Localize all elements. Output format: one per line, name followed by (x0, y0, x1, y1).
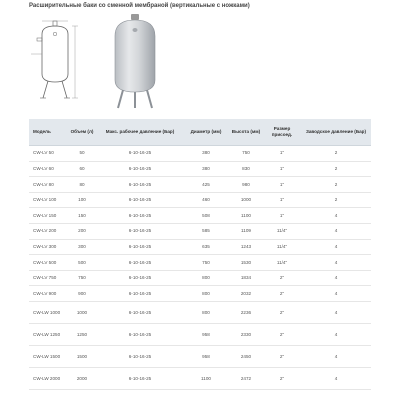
table-cell: CW-LW 1000 (29, 301, 67, 323)
tanks-table (29, 119, 371, 390)
table-cell: 2" (263, 345, 301, 367)
table-cell: 1000 (67, 301, 97, 323)
table-cell: 1100 (229, 208, 263, 224)
table-cell: 585 (183, 223, 229, 239)
column-header: Заводское давление (Бар) (301, 119, 371, 146)
table-cell: 508 (183, 208, 229, 224)
table-cell: 1250 (67, 323, 97, 345)
table-row (29, 323, 371, 345)
table-cell: 1" (263, 146, 301, 162)
table-cell: 4 (301, 270, 371, 286)
table-cell: 750 (183, 255, 229, 271)
vertical-tank-photo (100, 12, 170, 112)
table-cell: 2236 (229, 301, 263, 323)
table-cell: 200 (67, 223, 97, 239)
table-cell: 380 (183, 146, 229, 162)
table-cell: CW-LV 200 (29, 223, 67, 239)
table-cell: 830 (229, 161, 263, 177)
table-cell: 6-10-16-25 (97, 223, 183, 239)
table-cell: 6-10-16-25 (97, 345, 183, 367)
table-row (29, 255, 371, 271)
table-cell: 425 (183, 177, 229, 193)
page-title: Расширительные баки со сменной мембраной (вертикальные с ножками) (29, 3, 250, 9)
table-cell: 2 (301, 146, 371, 162)
table-cell: 1" (263, 192, 301, 208)
table-cell: 6-10-16-25 (97, 177, 183, 193)
table-cell: 4 (301, 301, 371, 323)
table-cell: 100 (67, 192, 97, 208)
table-cell: 4 (301, 223, 371, 239)
table-cell: CW-LV 50 (29, 146, 67, 162)
table-row (29, 345, 371, 367)
table-cell: 900 (67, 286, 97, 302)
table-cell: 6-10-16-25 (97, 323, 183, 345)
table-cell: 2" (263, 286, 301, 302)
table-cell: 1500 (67, 345, 97, 367)
table-cell: 6-10-16-25 (97, 192, 183, 208)
table-cell: 2450 (229, 345, 263, 367)
table-row (29, 177, 371, 193)
table-cell: 800 (183, 270, 229, 286)
table-cell: 1" (263, 177, 301, 193)
table-cell: 980 (229, 177, 263, 193)
table-row (29, 270, 371, 286)
table-cell: 2" (263, 367, 301, 389)
table-row (29, 367, 371, 389)
table-row (29, 301, 371, 323)
table-header-row (29, 119, 371, 146)
table-cell: 2" (263, 301, 301, 323)
table-cell: 2 (301, 177, 371, 193)
table-cell: 4 (301, 323, 371, 345)
table-cell: CW-LW 2000 (29, 367, 67, 389)
table-cell: CW-LV 500 (29, 255, 67, 271)
table-cell: 2330 (229, 323, 263, 345)
table-cell: CW-LV 150 (29, 208, 67, 224)
table-cell: 6-10-16-25 (97, 255, 183, 271)
table-cell: 6-10-16-25 (97, 301, 183, 323)
column-header: Макс. рабочее давление (Бар) (97, 119, 183, 146)
table-cell: 6-10-16-25 (97, 270, 183, 286)
table-cell: 2" (263, 270, 301, 286)
column-header: Высота (мм) (229, 119, 263, 146)
table-cell: 11/4" (263, 255, 301, 271)
table-cell: 2 (301, 192, 371, 208)
table-cell: 80 (67, 177, 97, 193)
table-cell: CW-LW 1250 (29, 323, 67, 345)
table-cell: 1834 (229, 270, 263, 286)
column-header: Модель (29, 119, 67, 146)
table-cell: 4 (301, 239, 371, 255)
table-cell: CW-LV 80 (29, 177, 67, 193)
table-cell: 50 (67, 146, 97, 162)
table-row (29, 161, 371, 177)
column-header: Объем (л) (67, 119, 97, 146)
table-cell: 6-10-16-25 (97, 239, 183, 255)
table-cell: 4 (301, 286, 371, 302)
table-row (29, 208, 371, 224)
table-row (29, 286, 371, 302)
table-cell: CW-LV 100 (29, 192, 67, 208)
table-cell: 2032 (229, 286, 263, 302)
column-header: Диаметр (мм) (183, 119, 229, 146)
table-cell: 750 (67, 270, 97, 286)
table-cell: 11/4" (263, 239, 301, 255)
table-cell: 635 (183, 239, 229, 255)
table-cell: 1" (263, 208, 301, 224)
table-cell: 6-10-16-25 (97, 208, 183, 224)
table-cell: 1109 (229, 223, 263, 239)
table-cell: 4 (301, 367, 371, 389)
table-cell: 800 (183, 301, 229, 323)
table-cell: 380 (183, 161, 229, 177)
table-cell: 6-10-16-25 (97, 367, 183, 389)
table-cell: 2000 (67, 367, 97, 389)
table-cell: 6-10-16-25 (97, 161, 183, 177)
table-row (29, 146, 371, 162)
table-cell: 11/4" (263, 223, 301, 239)
table-row (29, 239, 371, 255)
table-cell: 1" (263, 161, 301, 177)
table-cell: CW-LV 750 (29, 270, 67, 286)
table-cell: 150 (67, 208, 97, 224)
table-cell: 1530 (229, 255, 263, 271)
table-cell: 2" (263, 323, 301, 345)
table-cell: 460 (183, 192, 229, 208)
tank-dimension-drawing (29, 18, 81, 106)
table-cell: 958 (183, 323, 229, 345)
table-cell: 4 (301, 255, 371, 271)
table-row (29, 223, 371, 239)
table-cell: 500 (67, 255, 97, 271)
column-header: Размер присоед. (263, 119, 301, 146)
table-cell: CW-LV 60 (29, 161, 67, 177)
table-cell: 2472 (229, 367, 263, 389)
table-cell: CW-LV 300 (29, 239, 67, 255)
table-cell: 60 (67, 161, 97, 177)
table-cell: 1243 (229, 239, 263, 255)
table-cell: 6-10-16-25 (97, 146, 183, 162)
table-cell: 4 (301, 208, 371, 224)
table-cell: CW-LW 1500 (29, 345, 67, 367)
table-cell: 800 (183, 286, 229, 302)
table-cell: 2 (301, 161, 371, 177)
table-cell: 958 (183, 345, 229, 367)
table-cell: 750 (229, 146, 263, 162)
table-cell: 1000 (229, 192, 263, 208)
table-cell: 4 (301, 345, 371, 367)
table-cell: CW-LV 900 (29, 286, 67, 302)
table-cell: 6-10-16-25 (97, 286, 183, 302)
table-row (29, 192, 371, 208)
table-cell: 300 (67, 239, 97, 255)
table-cell: 1100 (183, 367, 229, 389)
